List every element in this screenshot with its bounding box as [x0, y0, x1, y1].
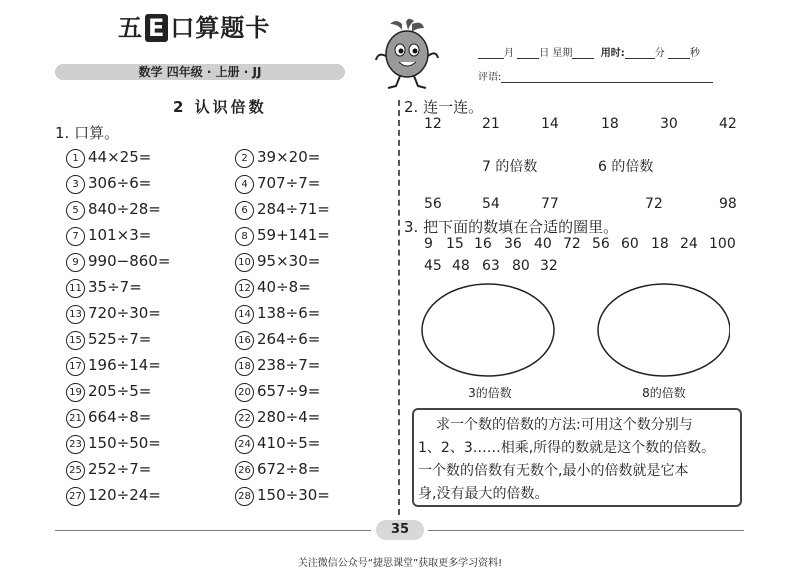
oval-multiples-of-3	[422, 284, 554, 376]
number-item: 54	[482, 196, 500, 212]
item-expression: 840÷28=	[88, 200, 161, 218]
math-item	[66, 174, 151, 194]
item-number: 17	[66, 357, 85, 376]
item-expression: 657÷9=	[257, 382, 321, 400]
math-item	[235, 148, 320, 168]
math-item	[66, 356, 161, 376]
item-expression: 707÷7=	[257, 174, 321, 192]
group-label-7: 7 的倍数	[482, 159, 538, 175]
item-expression: 525÷7=	[88, 330, 152, 348]
oval-label-8: 8的倍数	[642, 386, 686, 400]
number-item: 21	[482, 116, 500, 132]
item-number: 8	[235, 227, 254, 246]
item-number: 13	[66, 305, 85, 324]
math-item	[235, 460, 320, 480]
tip-box	[412, 408, 742, 507]
item-number: 2	[235, 149, 254, 168]
footer-line-right	[428, 530, 744, 531]
math-item	[235, 382, 320, 402]
math-item	[235, 486, 330, 506]
fill-number: 40	[534, 236, 552, 252]
item-expression: 150÷30=	[257, 486, 330, 504]
math-item	[66, 252, 170, 272]
item-number: 18	[235, 357, 254, 376]
math-item	[235, 226, 330, 246]
date-line: 月 日 星期 用时: 分 秒	[478, 44, 700, 59]
tip-line-2: 1、2、3……相乘,所得的数就是这个数的倍数。	[418, 440, 716, 456]
item-expression: 138÷6=	[257, 304, 321, 322]
math-item	[235, 434, 320, 454]
item-expression: 120÷24=	[88, 486, 161, 504]
item-number: 1	[66, 149, 85, 168]
item-expression: 59+141=	[257, 226, 330, 244]
fill-number: 45	[424, 258, 442, 274]
subject-bar: 数学 四年级 · 上册 · JJ	[55, 64, 345, 80]
fill-number: 100	[709, 236, 736, 252]
oval-label-3: 3的倍数	[468, 386, 512, 400]
math-item	[66, 460, 151, 480]
mascot-illustration	[372, 18, 442, 90]
item-number: 14	[235, 305, 254, 324]
math-item	[235, 330, 320, 350]
item-number: 5	[66, 201, 85, 220]
math-item	[66, 330, 151, 350]
item-number: 25	[66, 461, 85, 480]
number-item: 98	[719, 196, 737, 212]
item-expression: 150÷50=	[88, 434, 161, 452]
group-label-6: 6 的倍数	[598, 159, 654, 175]
math-item	[235, 278, 311, 298]
tip-line-1: 求一个数的倍数的方法:可用这个数分别与	[436, 417, 693, 433]
math-item	[235, 408, 320, 428]
item-number: 23	[66, 435, 85, 454]
fill-number: 18	[651, 236, 669, 252]
fill-number: 60	[621, 236, 639, 252]
math-item	[66, 434, 161, 454]
item-expression: 101×3=	[88, 226, 152, 244]
number-item: 30	[660, 116, 678, 132]
item-expression: 196÷14=	[88, 356, 161, 374]
item-number: 27	[66, 487, 85, 506]
item-expression: 990−860=	[88, 252, 171, 270]
math-item	[66, 226, 151, 246]
page-number: 35	[376, 520, 424, 540]
number-item: 72	[645, 196, 663, 212]
section-title: 2 认识倍数	[173, 98, 267, 116]
oval-multiples-of-8	[598, 284, 730, 376]
item-expression: 264÷6=	[257, 330, 321, 348]
item-expression: 410÷5=	[257, 434, 321, 452]
item-number: 9	[66, 253, 85, 272]
item-number: 26	[235, 461, 254, 480]
item-number: 28	[235, 487, 254, 506]
question-3-label: 3. 把下面的数填在合适的圈里。	[404, 218, 619, 236]
fill-number: 32	[540, 258, 558, 274]
item-expression: 284÷71=	[257, 200, 330, 218]
item-expression: 35÷7=	[88, 278, 142, 296]
math-item	[235, 304, 320, 324]
footer-note: 关注微信公众号“捷思课堂”获取更多学习资料!	[297, 558, 503, 569]
item-number: 22	[235, 409, 254, 428]
number-item: 18	[601, 116, 619, 132]
fill-number: 24	[680, 236, 698, 252]
fill-number: 56	[592, 236, 610, 252]
item-expression: 306÷6=	[88, 174, 152, 192]
number-item: 14	[541, 116, 559, 132]
item-number: 11	[66, 279, 85, 298]
number-item: 56	[424, 196, 442, 212]
question-2-label: 2. 连一连。	[404, 98, 484, 116]
item-expression: 95×30=	[257, 252, 321, 270]
question-1-label: 1. 口算。	[55, 124, 120, 142]
math-item	[66, 408, 151, 428]
math-item	[66, 382, 151, 402]
item-number: 20	[235, 383, 254, 402]
fill-number: 9	[424, 236, 433, 252]
fill-number: 16	[474, 236, 492, 252]
oval-diagram	[418, 282, 730, 382]
math-item	[66, 200, 161, 220]
math-item	[235, 252, 320, 272]
brand-e-logo: E	[145, 14, 168, 42]
item-number: 16	[235, 331, 254, 350]
item-number: 4	[235, 175, 254, 194]
fill-number: 36	[504, 236, 522, 252]
number-item: 77	[541, 196, 559, 212]
brand-title: 五 E 口算题卡	[118, 14, 271, 42]
item-expression: 44×25=	[88, 148, 152, 166]
tip-line-4: 身,没有最大的倍数。	[418, 486, 549, 502]
item-number: 10	[235, 253, 254, 272]
fill-number: 63	[482, 258, 500, 274]
item-expression: 720÷30=	[88, 304, 161, 322]
item-expression: 672÷8=	[257, 460, 321, 478]
column-divider	[398, 100, 400, 515]
footer-line-left	[55, 530, 371, 531]
item-number: 24	[235, 435, 254, 454]
item-expression: 280÷4=	[257, 408, 321, 426]
item-number: 21	[66, 409, 85, 428]
math-item	[235, 200, 330, 220]
math-item	[235, 356, 320, 376]
fill-number: 48	[452, 258, 470, 274]
item-number: 3	[66, 175, 85, 194]
tip-line-3: 一个数的倍数有无数个,最小的倍数就是它本	[418, 463, 689, 479]
fill-number: 80	[512, 258, 530, 274]
item-expression: 252÷7=	[88, 460, 152, 478]
item-expression: 664÷8=	[88, 408, 152, 426]
item-expression: 40÷8=	[257, 278, 311, 296]
item-number: 19	[66, 383, 85, 402]
number-item: 12	[424, 116, 442, 132]
math-item	[235, 174, 320, 194]
comment-line: 评语:	[478, 68, 713, 83]
math-item	[66, 278, 142, 298]
math-item	[66, 148, 151, 168]
item-number: 15	[66, 331, 85, 350]
math-item	[66, 304, 161, 324]
item-expression: 205÷5=	[88, 382, 152, 400]
item-number: 6	[235, 201, 254, 220]
number-item: 42	[719, 116, 737, 132]
item-number: 12	[235, 279, 254, 298]
fill-number: 15	[446, 236, 464, 252]
item-expression: 39×20=	[257, 148, 321, 166]
fill-number: 72	[563, 236, 581, 252]
math-item	[66, 486, 161, 506]
item-number: 7	[66, 227, 85, 246]
item-expression: 238÷7=	[257, 356, 321, 374]
